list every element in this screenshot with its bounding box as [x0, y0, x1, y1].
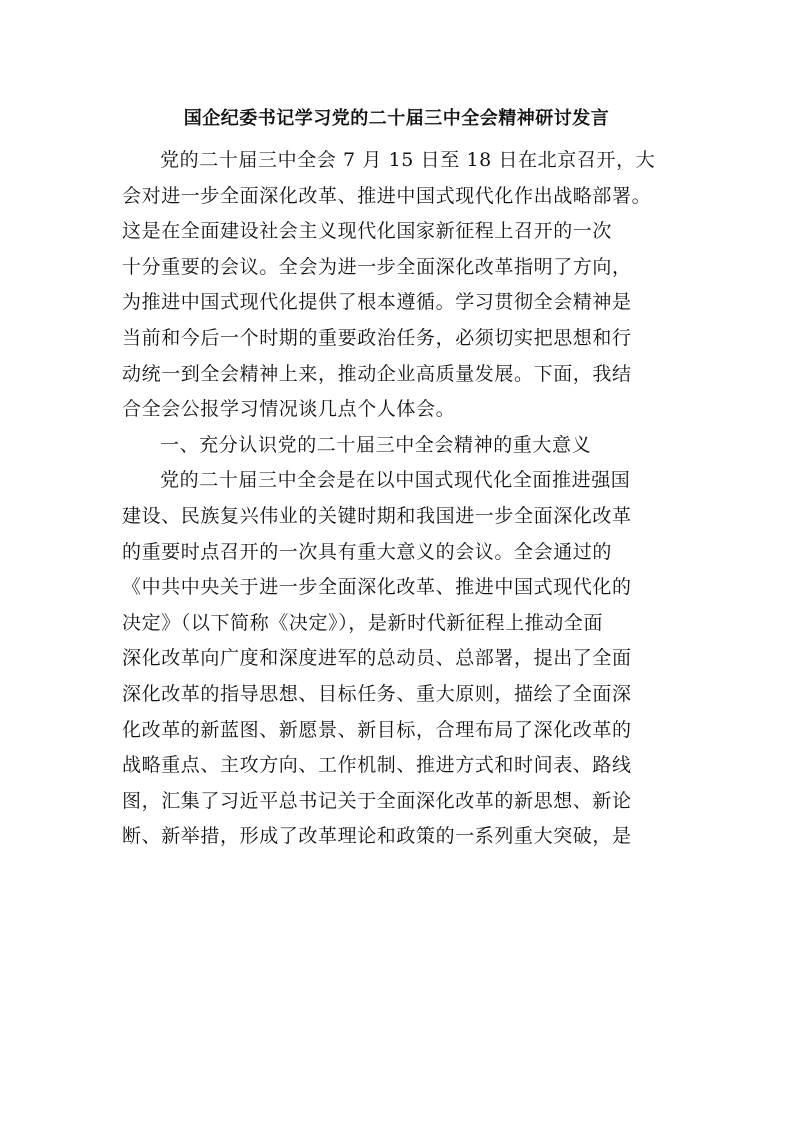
paragraph-line: 会对进一步全面深化改革、推进中国式现代化作出战略部署。 [122, 184, 652, 207]
paragraph-line: 党的二十届三中全会 7 月 15 日至 18 日在北京召开，大 [160, 149, 656, 171]
document-title: 国企纪委书记学习党的二十届三中全会精神研讨发言 [183, 108, 610, 129]
paragraph-line: 党的二十届三中全会是在以中国式现代化全面推进强国 [160, 469, 631, 492]
paragraph-line: 断、新举措，形成了改革理论和政策的一系列重大突破，是 [122, 825, 632, 848]
paragraph-line: 动统一到全会精神上来，推动企业高质量发展。下面，我结 [122, 362, 632, 385]
section-heading: 一、充分认识党的二十届三中全会精神的重大意义 [160, 433, 592, 456]
paragraph-line: 合全会公报学习情况谈几点个人体会。 [122, 398, 456, 421]
paragraph-line: 为推进中国式现代化提供了根本遵循。学习贯彻全会精神是 [122, 291, 632, 314]
paragraph-line: 化改革的新蓝图、新愿景、新目标，合理布局了深化改革的 [122, 718, 632, 741]
paragraph-line: 十分重要的会议。全会为进一步全面深化改革指明了方向， [122, 255, 632, 278]
paragraph-line: 战略重点、主攻方向、工作机制、推进方式和时间表、路线 [122, 754, 632, 777]
paragraph-line: 深化改革向广度和深度进军的总动员、总部署，提出了全面 [122, 647, 632, 670]
document-body [122, 143, 682, 855]
paragraph-line: 《中共中央关于进一步全面深化改革、推进中国式现代化的 [122, 576, 632, 599]
paragraph-line: 当前和今后一个时期的重要政治任务，必须切实把思想和行 [122, 326, 632, 349]
paragraph-line: 这是在全面建设社会主义现代化国家新征程上召开的一次 [122, 220, 613, 243]
paragraph-line: 深化改革的指导思想、目标任务、重大原则，描绘了全面深 [122, 682, 632, 705]
paragraph-line: 图，汇集了习近平总书记关于全面深化改革的新思想、新论 [122, 789, 632, 812]
paragraph-line: 的重要时点召开的一次具有重大意义的会议。全会通过的 [122, 540, 613, 563]
paragraph-line: 决定》（以下简称《决定》），是新时代新征程上推动全面 [122, 611, 604, 634]
paragraph-line: 建设、民族复兴伟业的关键时期和我国进一步全面深化改革 [122, 504, 632, 527]
